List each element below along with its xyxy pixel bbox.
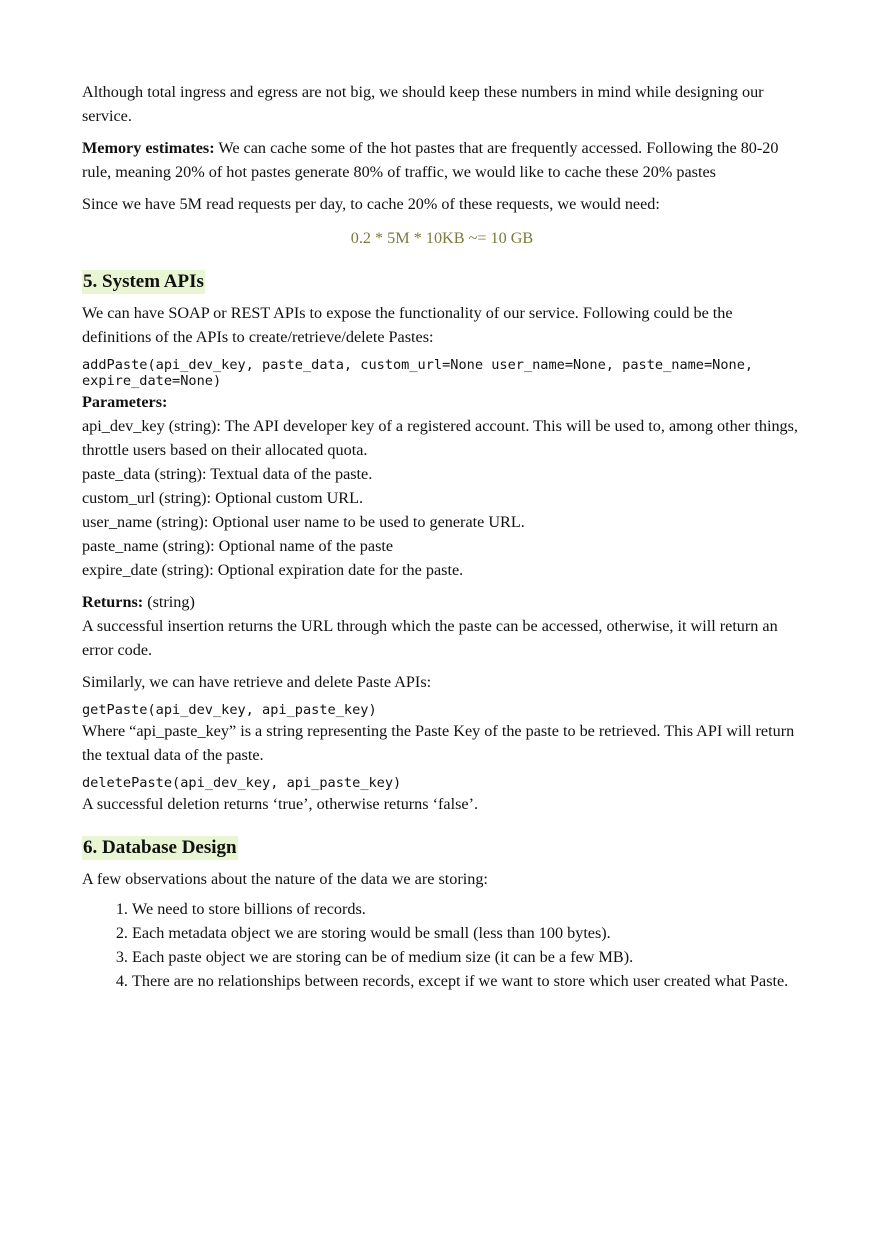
delete-paste-description: A successful deletion returns ‘true’, otherwise returns ‘false’. xyxy=(82,795,479,813)
add-paste-signature: addPaste(api_dev_key, paste_data, custom_url=None user_name=None, paste_name=None, expire_date=None) xyxy=(82,357,762,389)
memory-estimates-text: We can cache some of the hot pastes that are frequently accessed. Following the 80-20 rule, meaning 20% of hot pastes generate 80% of traffic, we would like to cache these 20% pastes xyxy=(82,139,779,181)
list-item: 1. We need to store billions of records. xyxy=(132,897,802,921)
list-item: 2. Each metadata object we are storing would be small (less than 100 bytes). xyxy=(132,921,802,945)
observations-list xyxy=(82,897,802,993)
returns-type: (string) xyxy=(143,593,195,611)
document-page xyxy=(82,80,802,993)
get-paste-signature: getPaste(api_dev_key, api_paste_key) xyxy=(82,702,377,718)
returns-line xyxy=(82,590,802,614)
param-paste-data: paste_data (string): Textual data of the paste. xyxy=(82,465,373,483)
delete-paste-signature: deletePaste(api_dev_key, api_paste_key) xyxy=(82,775,402,791)
param-expire-date: expire_date (string): Optional expiration date for the paste. xyxy=(82,561,464,579)
database-design-intro: A few observations about the nature of the data we are storing: xyxy=(82,870,488,888)
ingress-note-paragraph: Although total ingress and egress are not big, we should keep these numbers in mind while designing our service. xyxy=(82,83,764,125)
param-api-dev-key: api_dev_key (string): The API developer key of a registered account. This will be used to, among other things, throttle users based on their allocated quota. xyxy=(82,417,798,459)
returns-label: Returns: xyxy=(82,593,144,611)
list-item: 4. There are no relationships between records, except if we want to store which user created what Paste. xyxy=(132,969,802,993)
cache-formula: 0.2 * 5M * 10KB ~= 10 GB xyxy=(350,229,534,247)
section-6-heading-wrap xyxy=(82,836,802,867)
system-apis-intro: We can have SOAP or REST APIs to expose the functionality of our service. Following could be the definitions of the APIs to create/retrieve/delete Pastes: xyxy=(82,304,733,346)
returns-description: A successful insertion returns the URL through which the paste can be accessed, otherwise, it will return an error code. xyxy=(82,617,778,659)
read-requests-paragraph: Since we have 5M read requests per day, to cache 20% of these requests, we would need: xyxy=(82,195,660,213)
similarly-paragraph: Similarly, we can have retrieve and delete Paste APIs: xyxy=(82,673,432,691)
parameters-label: Parameters: xyxy=(82,393,168,411)
param-custom-url: custom_url (string): Optional custom URL. xyxy=(82,489,364,507)
param-paste-name: paste_name (string): Optional name of the paste xyxy=(82,537,394,555)
section-5-heading: 5. System APIs xyxy=(83,271,204,292)
section-5-heading-wrap xyxy=(82,270,802,301)
list-item: 3. Each paste object we are storing can be of medium size (it can be a few MB). xyxy=(132,945,802,969)
memory-estimates-paragraph xyxy=(82,136,802,184)
memory-estimates-label: Memory estimates: xyxy=(82,139,215,157)
section-6-heading: 6. Database Design xyxy=(83,837,237,858)
get-paste-description: Where “api_paste_key” is a string representing the Paste Key of the paste to be retrieved. This API will return the textual data of the paste. xyxy=(82,722,795,764)
param-user-name: user_name (string): Optional user name to be used to generate URL. xyxy=(82,513,525,531)
